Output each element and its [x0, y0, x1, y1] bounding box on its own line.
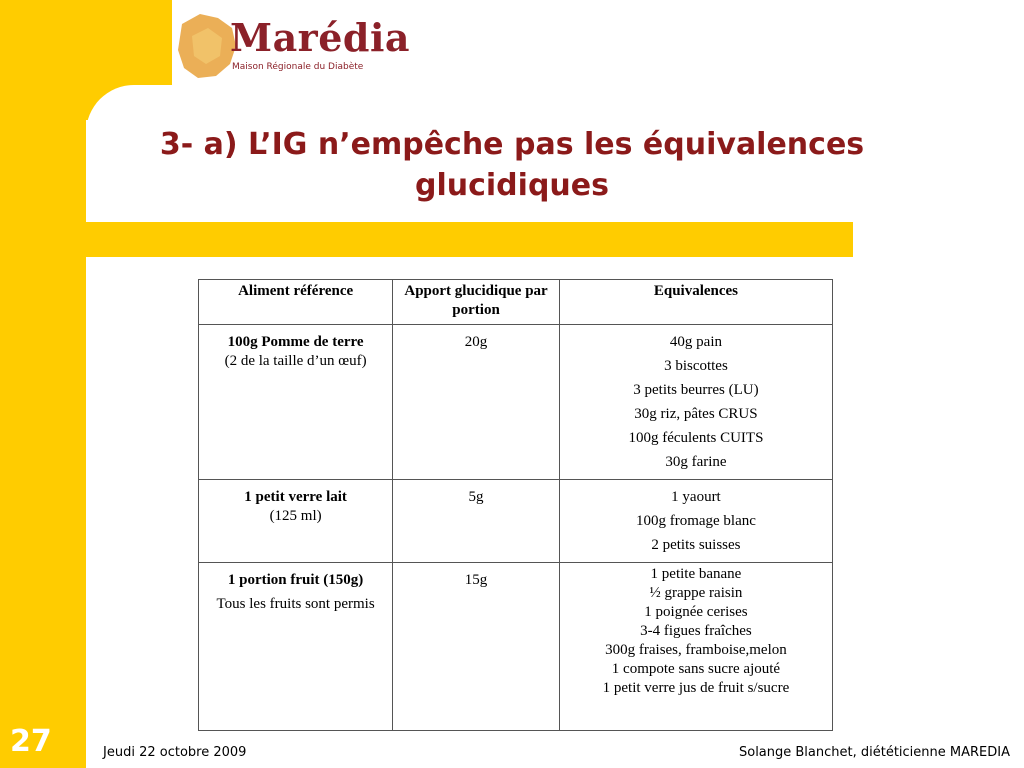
equivalence-item: 1 petite banane: [650, 566, 742, 582]
reference-note: (125 ml): [269, 508, 322, 524]
equivalence-item: 100g féculents CUITS: [628, 430, 764, 446]
header-equivalences: Equivalences: [559, 280, 832, 325]
reference-cell: [199, 325, 393, 480]
header-aliment: Aliment référence: [199, 280, 393, 325]
equivalences-table: [198, 279, 833, 731]
equivalence-item: 1 poignée cerises: [644, 604, 748, 620]
equivalences-cell: [559, 563, 832, 731]
apport-cell: [393, 563, 560, 731]
left-accent-bar: [0, 0, 86, 768]
equivalence-item: 1 yaourt: [671, 489, 721, 505]
reference-food: 1 petit verre lait: [244, 489, 347, 505]
equivalences-cell: [559, 325, 832, 480]
table-header-row: [199, 280, 833, 325]
reference-food: 100g Pomme de terre: [227, 334, 364, 350]
reference-note: (2 de la taille d’un œuf): [224, 353, 367, 369]
table-row: [199, 563, 833, 731]
equivalence-item: 1 petit verre jus de fruit s/sucre: [602, 680, 790, 696]
title-underline-band: [86, 222, 853, 257]
equivalence-item: 3 petits beurres (LU): [633, 382, 759, 398]
footer-date: Jeudi 22 octobre 2009: [103, 745, 247, 760]
equivalence-item: ½ grappe raisin: [649, 585, 743, 601]
apport-value: 20g: [464, 334, 488, 350]
equivalence-item: 1 compote sans sucre ajouté: [611, 661, 781, 677]
equivalence-item: 100g fromage blanc: [635, 513, 756, 529]
slide-number: 27: [10, 724, 52, 759]
reference-cell: [199, 480, 393, 563]
equivalence-item: 2 petits suisses: [651, 537, 741, 553]
equivalence-item: 300g fraises, framboise,melon: [605, 642, 787, 658]
maredia-logo: [172, 6, 411, 88]
table-row: [199, 480, 833, 563]
apport-cell: [393, 325, 560, 480]
equivalence-item: 30g farine: [665, 454, 727, 470]
reference-food: 1 portion fruit (150g): [227, 572, 364, 588]
apport-value: 15g: [464, 572, 488, 588]
logo-tagline: Maison Régionale du Diabète: [232, 62, 364, 72]
reference-cell: [199, 563, 393, 731]
apport-value: 5g: [468, 489, 484, 505]
footer-author: Solange Blanchet, diététicienne MAREDIA: [738, 745, 1010, 760]
apport-cell: [393, 480, 560, 563]
header-apport: Apport glucidique par portion: [393, 280, 560, 325]
logo-wordmark: Marédia: [230, 15, 411, 60]
equivalence-item: 3 biscottes: [664, 358, 728, 374]
equivalence-item: 3-4 figues fraîches: [640, 623, 752, 639]
equivalences-cell: [559, 480, 832, 563]
table-row: [199, 325, 833, 480]
equivalence-item: 30g riz, pâtes CRUS: [634, 406, 758, 422]
reference-note: Tous les fruits sont permis: [216, 596, 375, 612]
slide-title: 3- a) L’IG n’empêche pas les équivalences glucidiques: [159, 127, 865, 203]
equivalence-item: 40g pain: [669, 334, 722, 350]
